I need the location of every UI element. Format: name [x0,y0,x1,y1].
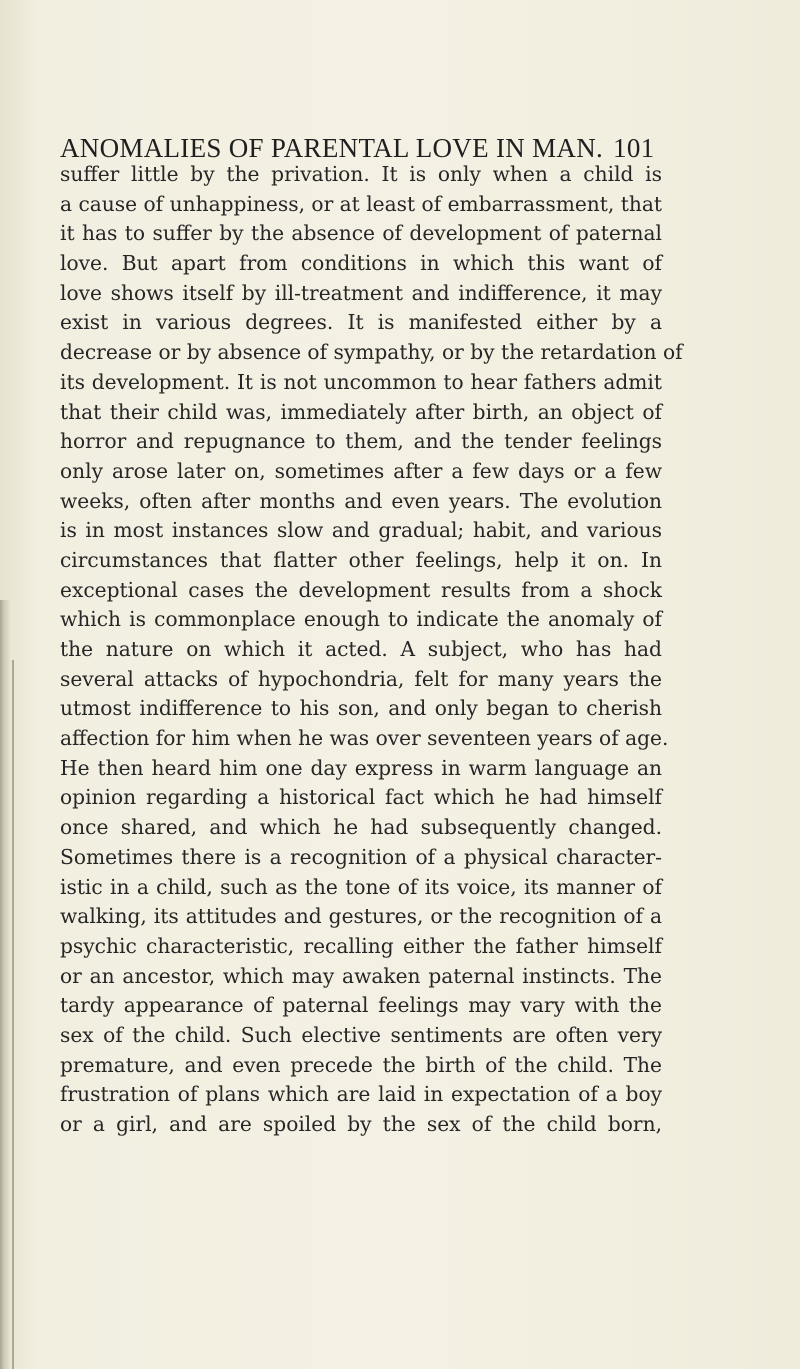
text-line: or an ancestor, which may awaken paternal instincts. The [60,963,662,988]
text-line: psychic characteristic, recalling either the father himself [60,933,662,958]
text-line: weeks, often after months and even years. The evolution [60,488,662,513]
text-line: affection for him when he was over seventeen years of age. [60,726,669,751]
page-binding-shadow [0,600,10,1369]
text-line: once shared, and which he had subsequently changed. [60,815,662,840]
text-line: istic in a child, such as the tone of its voice, its manner of [60,874,662,899]
text-line: a cause of unhappiness, or at least of embarrassment, that [60,191,662,216]
text-line: Sometimes there is a recognition of a physical character- [60,844,662,869]
text-line: it has to suffer by the absence of development of paternal [60,221,662,246]
text-line: its development. It is not uncommon to hear fathers admit [60,369,662,394]
text-line: He then heard him one day express in warm language an [60,755,662,780]
text-line: love shows itself by ill-treatment and indifference, it may [60,280,662,305]
text-line: tardy appearance of paternal feelings may vary with the [60,993,662,1018]
text-line: only arose later on, sometimes after a few days or a few [60,458,662,483]
text-line: sex of the child. Such elective sentiments are often very [60,1022,662,1047]
text-line: that their child was, immediately after birth, an object of [60,399,662,424]
text-line: which is commonplace enough to indicate the anomaly of [60,607,662,632]
text-line: exceptional cases the development results from a shock [60,577,662,602]
text-line: the nature on which it acted. A subject, who has had [60,637,662,661]
text-line: walking, its attitudes and gestures, or the recognition of a [60,904,662,929]
text-line: or a girl, and are spoiled by the sex of the child born, [60,1112,662,1136]
text-line: suffer little by the privation. It is only when a child is [60,162,662,186]
running-title: ANOMALIES OF PARENTAL LOVE IN MAN. [60,133,604,163]
text-line: love. But apart from conditions in which this want of [60,251,662,276]
text-line: several attacks of hypochondria, felt for many years the [60,666,662,691]
binding-edge-line [12,660,14,1369]
page-number: 101 [613,133,655,163]
text-line: horror and repugnance to them, and the tender feelings [60,429,662,454]
text-line: decrease or by absence of sympathy, or by the retardation of [60,340,683,365]
text-line: opinion regarding a historical fact which he had himself [60,785,662,810]
text-line: frustration of plans which are laid in expectation of a boy [60,1082,662,1107]
text-line: circumstances that flatter other feelings, help it on. In [60,547,662,572]
text-line: exist in various degrees. It is manifested either by a [60,310,662,335]
text-line: is in most instances slow and gradual; habit, and various [60,518,662,543]
text-line: utmost indifference to his son, and only began to cherish [60,696,662,721]
text-line: premature, and even precede the birth of the child. The [60,1052,662,1077]
body-text [60,160,683,1140]
